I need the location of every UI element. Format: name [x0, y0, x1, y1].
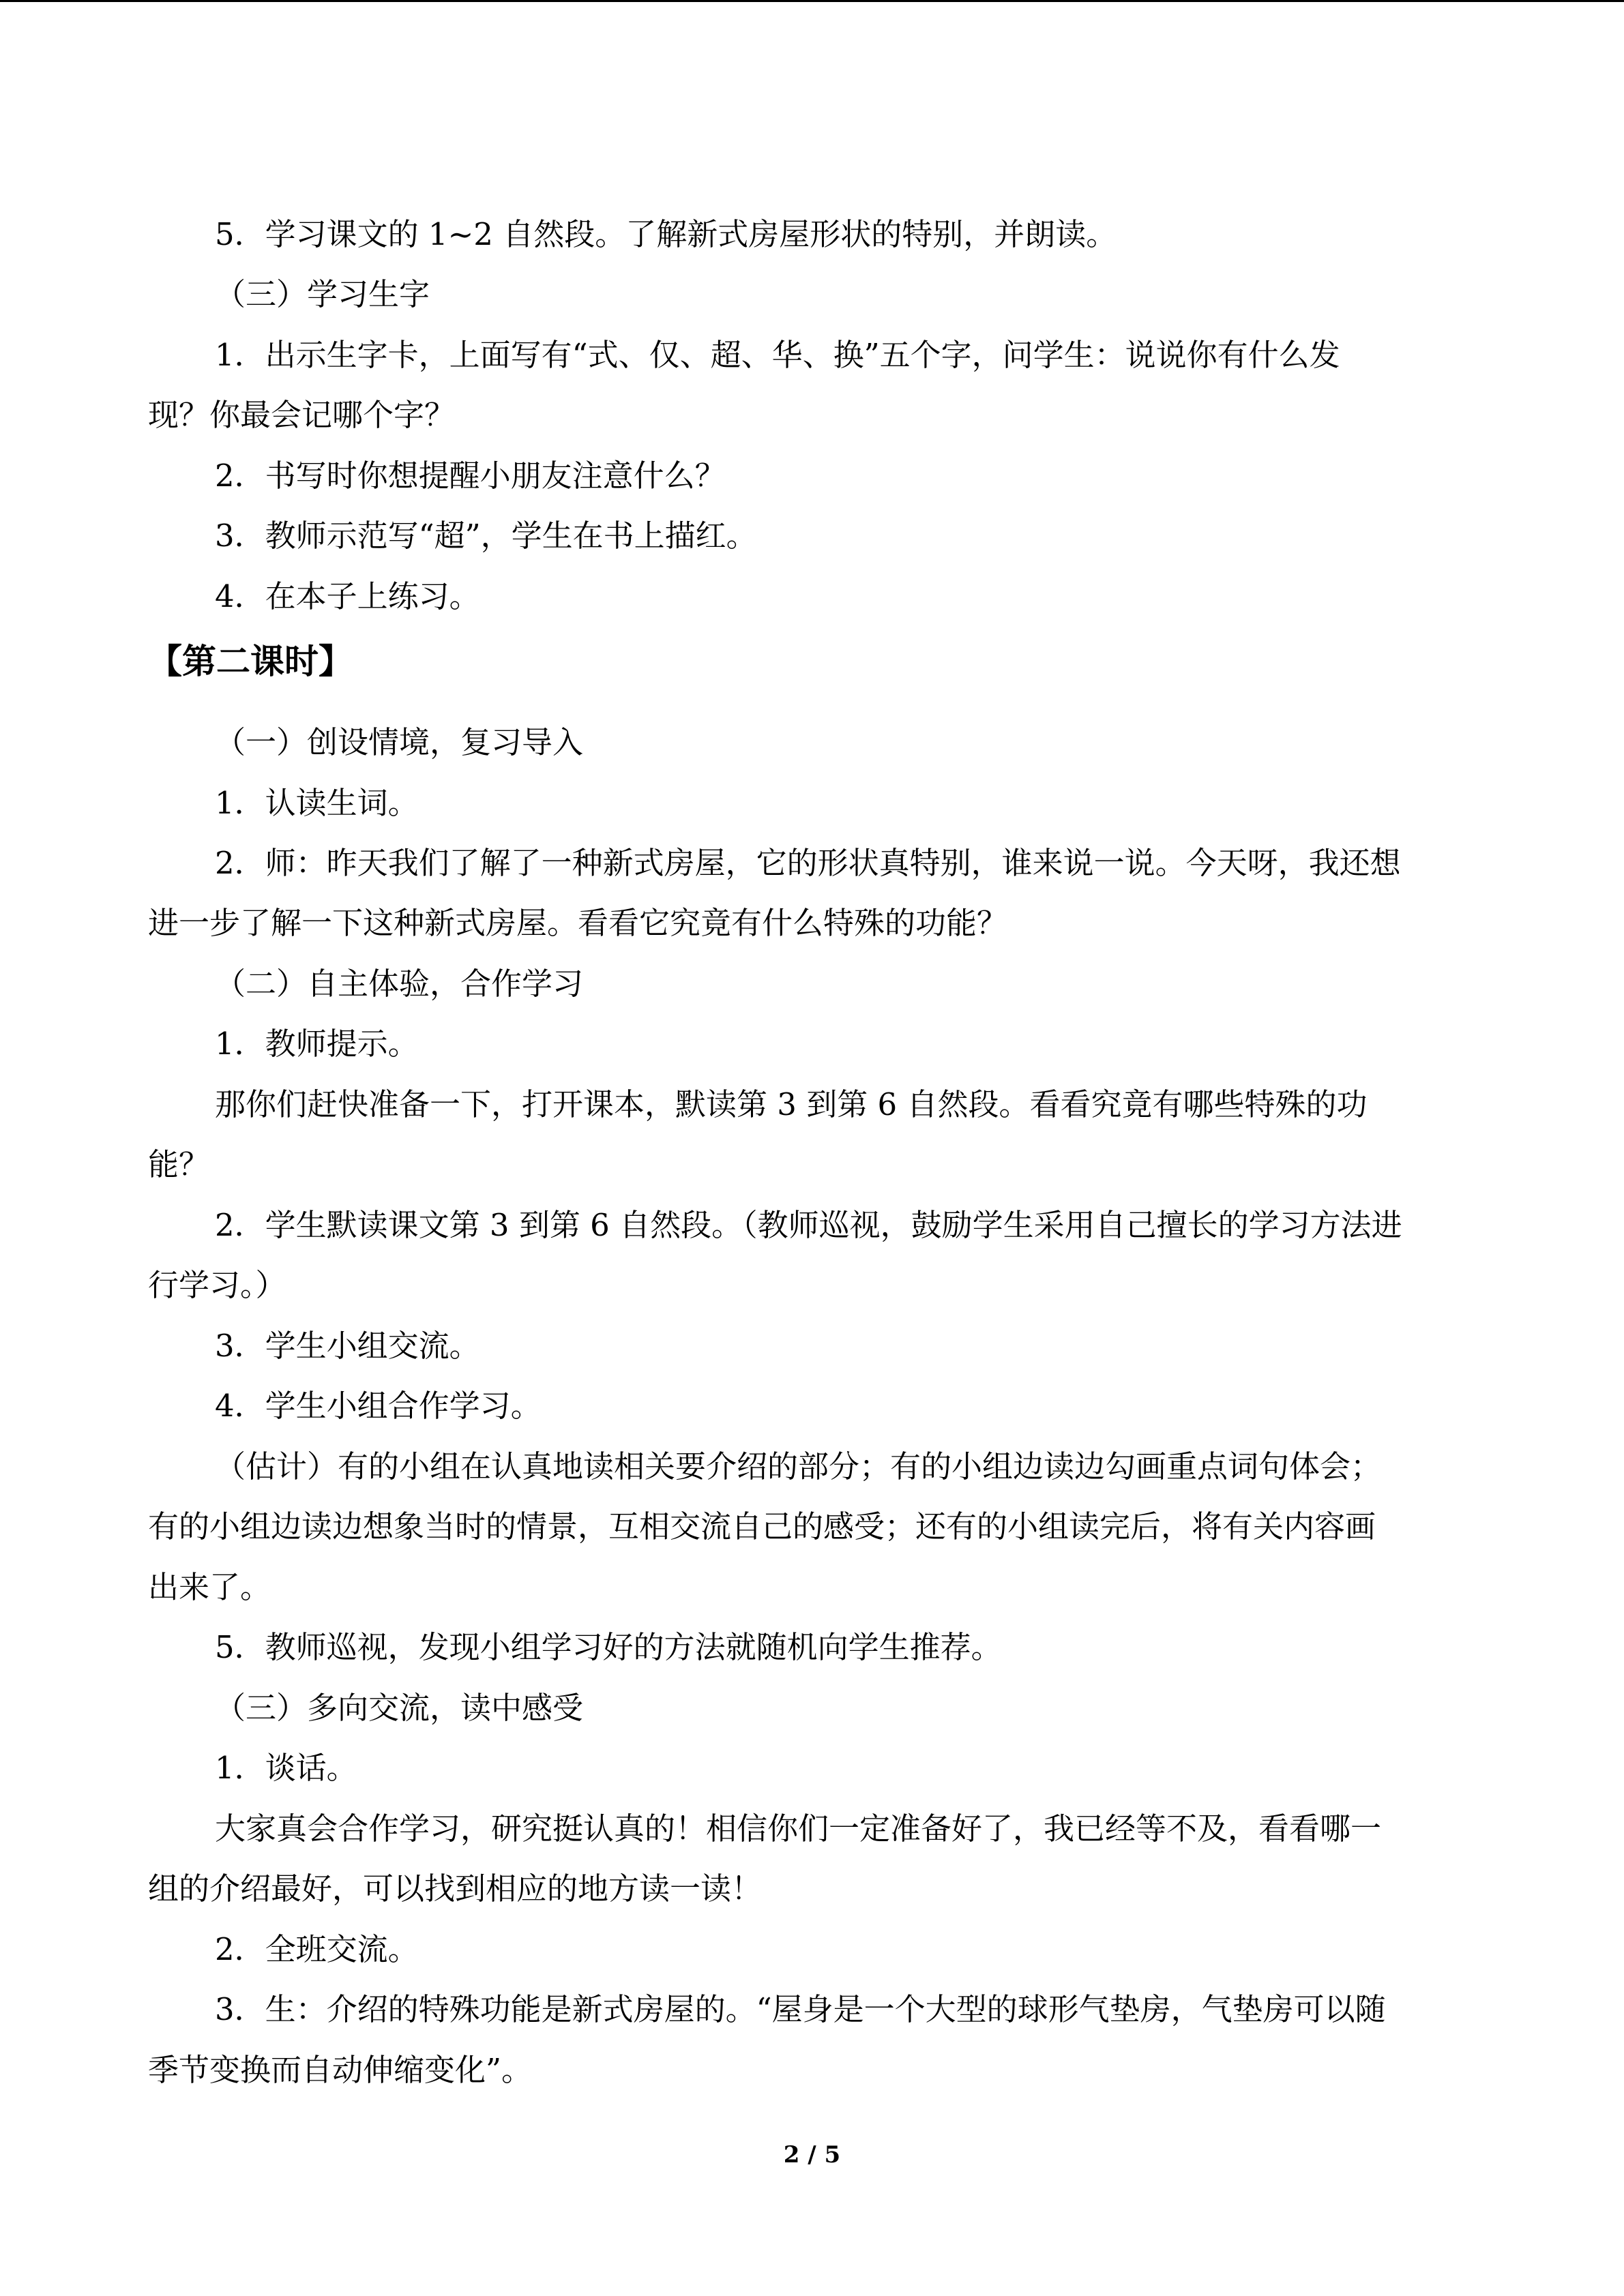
- text-line: 4．在本子上练习。: [215, 578, 480, 614]
- text-line: 1．认读生词。: [215, 785, 419, 821]
- section-heading: 【第二课时】: [148, 641, 353, 681]
- text-line: 出来了。: [148, 1569, 271, 1605]
- text-line: 能？: [148, 1146, 210, 1182]
- text-line: 2．书写时你想提醒小朋友注意什么？: [215, 458, 726, 494]
- text-line: 1．出示生字卡，上面写有“式、仅、超、华、换”五个字，问学生：说说你有什么发: [215, 337, 1340, 373]
- text-line: 进一步了解一下这种新式房屋。看看它究竟有什么特殊的功能？: [148, 905, 1008, 941]
- text-line: （三）学习生字: [215, 276, 430, 312]
- text-line: （二）自主体验，合作学习: [215, 966, 584, 1002]
- page-number: 2 / 5: [783, 2141, 841, 2168]
- text-line: 3．生：介绍的特殊功能是新式房屋的。“屋身是一个大型的球形气垫房，气垫房可以随: [215, 1991, 1386, 2027]
- text-line: 大家真会合作学习，研究挺认真的！相信你们一定准备好了，我已经等不及，看看哪一: [215, 1810, 1382, 1847]
- text-line: 2．学生默读课文第 3 到第 6 自然段。（教师巡视，鼓励学生采用自己擅长的学习方法进: [215, 1207, 1402, 1243]
- text-line: 有的小组边读边想象当时的情景，互相交流自己的感受；还有的小组读完后，将有关内容画: [148, 1508, 1376, 1545]
- text-line: 3．学生小组交流。: [215, 1328, 480, 1364]
- text-line: 2．师：昨天我们了解了一种新式房屋，它的形状真特别，谁来说一说。今天呀，我还想: [215, 845, 1401, 881]
- text-line: 4．学生小组合作学习。: [215, 1388, 542, 1424]
- text-line: 5．教师巡视，发现小组学习好的方法就随机向学生推荐。: [215, 1629, 1002, 1665]
- text-line: 行学习。）: [148, 1267, 286, 1303]
- text-line: 1．教师提示。: [215, 1026, 419, 1062]
- text-line: 现？你最会记哪个字？: [148, 397, 456, 433]
- text-line: （估计）有的小组在认真地读相关要介绍的部分；有的小组边读边勾画重点词句体会；: [215, 1448, 1382, 1485]
- text-line: 那你们赶快准备一下，打开课本，默读第 3 到第 6 自然段。看看究竟有哪些特殊的功: [215, 1086, 1368, 1122]
- text-line: 3．教师示范写“超”，学生在书上描红。: [215, 518, 757, 554]
- text-line: （三）多向交流，读中感受: [215, 1690, 584, 1726]
- text-line: 季节变换而自动伸缩变化”。: [148, 2052, 533, 2088]
- text-line: （一）创设情境，复习导入: [215, 724, 584, 760]
- text-line: 5．学习课文的 1~2 自然段。了解新式房屋形状的特别，并朗读。: [215, 216, 1117, 252]
- text-line: 组的介绍最好，可以找到相应的地方读一读！: [148, 1870, 763, 1907]
- text-line: 1．谈话。: [215, 1750, 357, 1786]
- text-line: 2．全班交流。: [215, 1931, 419, 1967]
- page-top-border: [0, 0, 1624, 2]
